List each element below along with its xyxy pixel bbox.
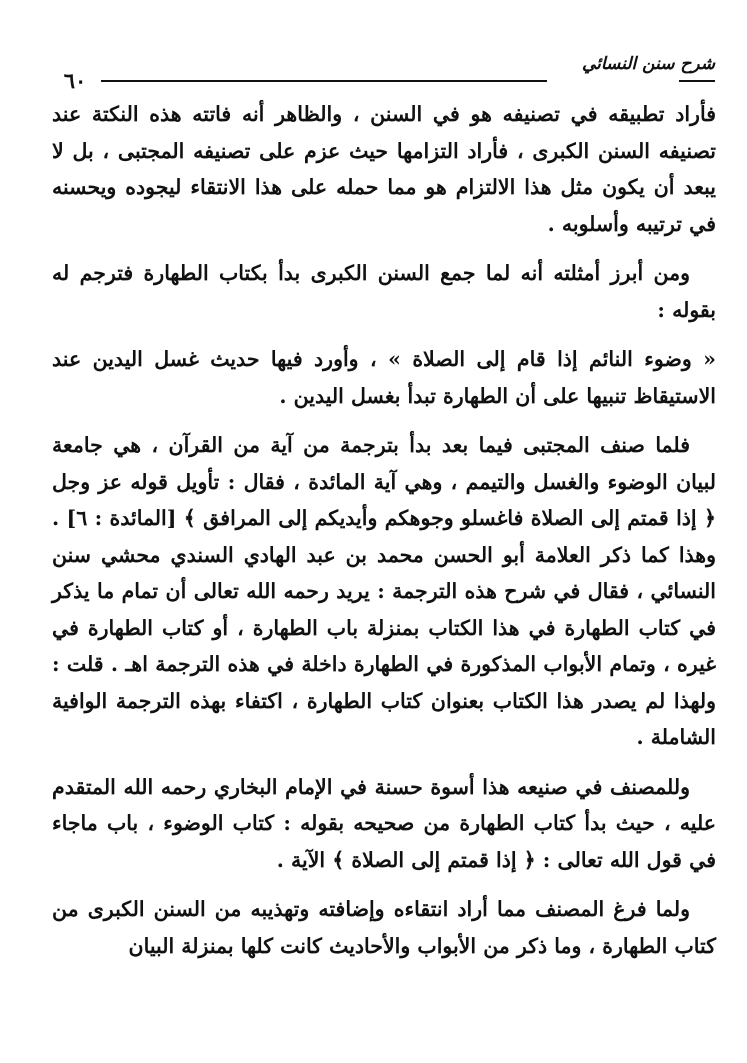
paragraph-5: وللمصنف في صنيعه هذا أسوة حسنة في الإمام البخاري رحمه الله المتقدم عليه ، حيث بدأ كتاب الطهارة من صحيحه بقوله : كتاب الوضوء ، باب ماجاء في قول الله تعالى : ﴿ إذا قمتم إلى الصلاة ﴾ الآية . — [52, 774, 716, 872]
paragraph-4: فلما صنف المجتبى فيما بعد بدأ بترجمة من آية من القرآن ، هي جامعة لبيان الوضوء والغسل والتيمم ، وهي آية المائدة ، فقال : تأويل قوله عز وجل ﴿ إذا قمتم إلى الصلاة فاغسلو وجوهكم وأيديكم إلى المرافق ﴾ [المائدة : ٦] . وهذا كما ذكر العلامة أبو الحسن محمد بن عبد الهادي السندي محشي سنن النسائي ، فقال في شرح هذه الترجمة : يريد رحمه الله تعالى أن تمام ما يذكر في كتاب الطهارة في هذا الكتاب بمنزلة باب الطهارة ، أو كتاب الطهارة في غيره ، وتمام الأبواب المذكورة في الطهارة داخلة في هذه الترجمة اهـ . قلت : ولهذا لم يصدر هذا الكتاب بعنوان كتاب الطهارة ، اكتفاء بهذه الترجمة الوافية الشاملة . — [52, 433, 716, 749]
paragraph-2: ومن أبرز أمثلته أنه لما جمع السنن الكبرى بدأ بكتاب الطهارة فترجم له بقوله : — [52, 261, 716, 322]
book-title: شرح سنن النسائي — [581, 54, 715, 74]
header-rule-left — [101, 80, 547, 82]
page-number: ٦٠ — [63, 68, 87, 93]
paragraph-1: فأراد تطبيقه في تصنيفه هو في السنن ، والظاهر أنه فاتته هذه النكتة عند تصنيفه السنن الكبرى ، فأراد التزامها حيث عزم على تصنيفه المجتبى ، بل لا يبعد أن يكون مثل هذا الالتزام هو مما حمله على هذا الانتقاء ليجوده ويحسنه في ترتيبه وأسلوبه . — [52, 102, 716, 236]
paragraph-3: « وضوء النائم إذا قام إلى الصلاة » ، وأورد فيها حديث غسل اليدين عند الاستيقاظ تنبيها على أن الطهارة تبدأ بغسل اليدين . — [52, 347, 716, 408]
running-header — [55, 50, 715, 94]
header-rule-right — [679, 80, 715, 82]
paragraph-6: ولما فرغ المصنف مما أراد انتقاءه وإضافته وتهذيبه من السنن الكبرى من كتاب الطهارة ، وما ذكر من الأبواب والأحاديث كانت كلها بمنزلة البيان — [52, 897, 716, 958]
page-body — [52, 96, 716, 977]
